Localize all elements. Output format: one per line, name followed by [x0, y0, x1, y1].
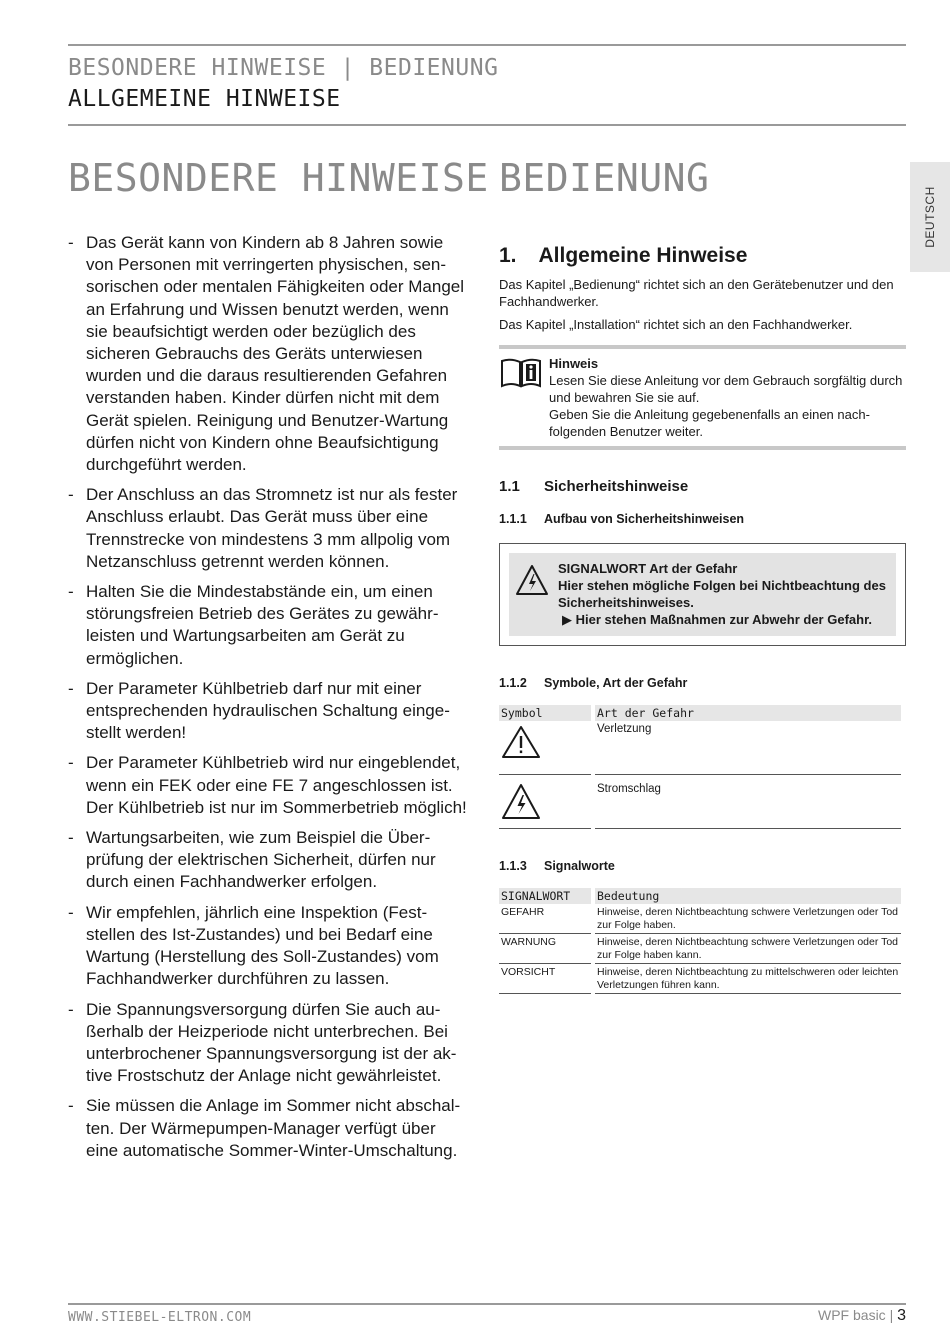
signal-words-table	[499, 888, 901, 994]
table-cell: Stromschlag	[595, 775, 901, 829]
warning-example-box	[499, 543, 906, 646]
list-item: - Die Spannungsversorgung dürfen Sie auch außerhalb der Heizperiode nicht unterbrechen. Bei unterbrochener Spannungsversorgung ist der aktive Frostschutz der Anlage nicht gewährleistet.	[68, 999, 457, 1086]
table-cell: Hinweise, deren Nichtbeachtung zu mittelschweren oder leichten Verletzungen führen kann.	[595, 964, 901, 994]
electric-shock-warning-icon	[501, 812, 541, 824]
page-number: 3	[897, 1307, 906, 1324]
warning-signal-word: SIGNALWORT Art der Gefahr	[558, 560, 738, 576]
list-item: - Wartungsarbeiten, wie zum Beispiel die Überprüfung der elektrischen Sicherheit, dürfen nur durch einen Fachhandwerker erfolgen.	[68, 828, 436, 892]
section-heading: 1. Allgemeine Hinweise	[499, 244, 748, 267]
manual-info-icon	[499, 355, 549, 440]
electric-shock-warning-icon	[515, 560, 558, 628]
page-footer	[818, 1307, 906, 1325]
column-header: Art der Gefahr	[595, 705, 901, 721]
note-box	[499, 345, 906, 450]
list-item: - Der Anschluss an das Stromnetz ist nur als fester Anschluss erlaubt. Das Gerät muss über eine Trennstrecke von mindestens 3 mm allpolig vom Netzanschluss getrennt werden können.	[68, 485, 458, 571]
exclamation-warning-icon	[501, 750, 541, 762]
top-rule	[68, 44, 906, 46]
header-rule	[68, 124, 906, 126]
column-header: Bedeutung	[595, 888, 901, 904]
table-cell: GEFAHR	[499, 904, 591, 934]
paragraph: Das Kapitel „Bedienung“ richtet sich an den Gerätebenutzer und den Fachhandwerker.	[499, 277, 894, 309]
table-row	[499, 904, 901, 934]
list-item: - Der Parameter Kühlbetrieb wird nur eingeblendet, wenn ein FEK oder eine FE 7 angeschlossen ist. Der Kühlbetrieb ist nur im Sommerbetrieb möglich!	[68, 753, 467, 817]
table-cell: Verletzung	[595, 721, 901, 775]
list-item: - Der Parameter Kühlbetrieb darf nur mit einer entsprechenden hydraulischen Schaltung eingestellt werden!	[68, 678, 450, 743]
operation-section	[499, 244, 906, 994]
title-left: BESONDERE HINWEISE	[68, 156, 489, 200]
table-row	[499, 775, 901, 829]
subsubsection-heading: 1.1.3 Signalworte	[499, 859, 615, 873]
list-item: - Das Gerät kann von Kindern ab 8 Jahren sowie von Personen mit verringerten physischen, sensorischen oder mentalen Fähigkeiten oder Mangel an Erfahrung und Wissen benutzt werden, wenn sie beaufsichtigt werden oder bezüglich des sicheren Gebrauchs des Geräts unterwiesen wurden und die daraus resultierenden Gefahren verstanden haben. Kinder dürfen nicht mit dem Gerät spielen. Reinigung und Benutzer-Wartung dürfen nicht von Kindern ohne Beaufsichtigung durchgeführt werden.	[68, 233, 465, 475]
safety-notes-list	[68, 232, 470, 1170]
website-url: WWW.STIEBEL-ELTRON.COM	[68, 1310, 252, 1325]
breadcrumb: BESONDERE HINWEISE | BEDIENUNG	[68, 55, 499, 81]
subsubsection-heading: 1.1.2 Symbole, Art der Gefahr	[499, 675, 688, 690]
table-cell: WARNUNG	[499, 934, 591, 964]
table-cell: Hinweise, deren Nichtbeachtung schwere Verletzungen oder Tod zur Folge haben.	[595, 904, 901, 934]
table-row	[499, 964, 901, 994]
page-subtitle: ALLGEMEINE HINWEISE	[68, 86, 341, 112]
title-right: BEDIENUNG	[499, 156, 710, 200]
warning-measures: ▶ Hier stehen Maßnahmen zur Abwehr der Gefahr.	[562, 611, 873, 627]
note-line: Geben Sie die Anleitung gegebenenfalls an einen nachfolgenden Benutzer weiter.	[549, 406, 870, 439]
symbols-table	[499, 705, 901, 830]
table-row	[499, 721, 901, 775]
footer-rule	[68, 1303, 906, 1305]
list-item: - Sie müssen die Anlage im Sommer nicht abschalten. Der Wärmepumpen-Manager verfügt über eine automatische Sommer-Winter-Umschaltung.	[68, 1096, 461, 1160]
product-name: WPF basic |	[818, 1307, 894, 1323]
table-row	[499, 934, 901, 964]
language-tab	[910, 162, 950, 272]
warning-consequences: Hier stehen mögliche Folgen bei Nichtbeachtung des Sicherheitshinweises.	[558, 577, 886, 610]
table-cell: VORSICHT	[499, 964, 591, 994]
subsection-heading: 1.1 Sicherheitshinweise	[499, 477, 689, 495]
language-tab-label: DEUTSCH	[923, 186, 937, 248]
note-line: Lesen Sie diese Anleitung vor dem Gebrauch sorgfältig durch und bewahren Sie sie auf.	[549, 372, 903, 405]
column-header: Symbol	[499, 705, 591, 721]
table-cell: Hinweise, deren Nichtbeachtung schwere Verletzungen oder Tod zur Folge haben kann.	[595, 934, 901, 964]
note-title: Hinweis	[549, 355, 599, 371]
paragraph: Das Kapitel „Installation“ richtet sich an den Fachhandwerker.	[499, 317, 853, 332]
subsubsection-heading: 1.1.1 Aufbau von Sicherheitshinweisen	[499, 511, 745, 526]
column-header: SIGNALWORT	[499, 888, 591, 904]
list-item: - Wir empfehlen, jährlich eine Inspektion (Feststellen des Ist-Zustandes) und bei Bedarf eine Wartung (Herstellung des Soll-Zustandes) vom Fachhandwerker durchführen zu lassen.	[68, 902, 439, 989]
list-item: - Halten Sie die Mindestabstände ein, um einen störungsfreien Betrieb des Gerätes zu gewährleisten und Wartungsarbeiten am Gerät zu ermöglichen.	[68, 582, 439, 668]
